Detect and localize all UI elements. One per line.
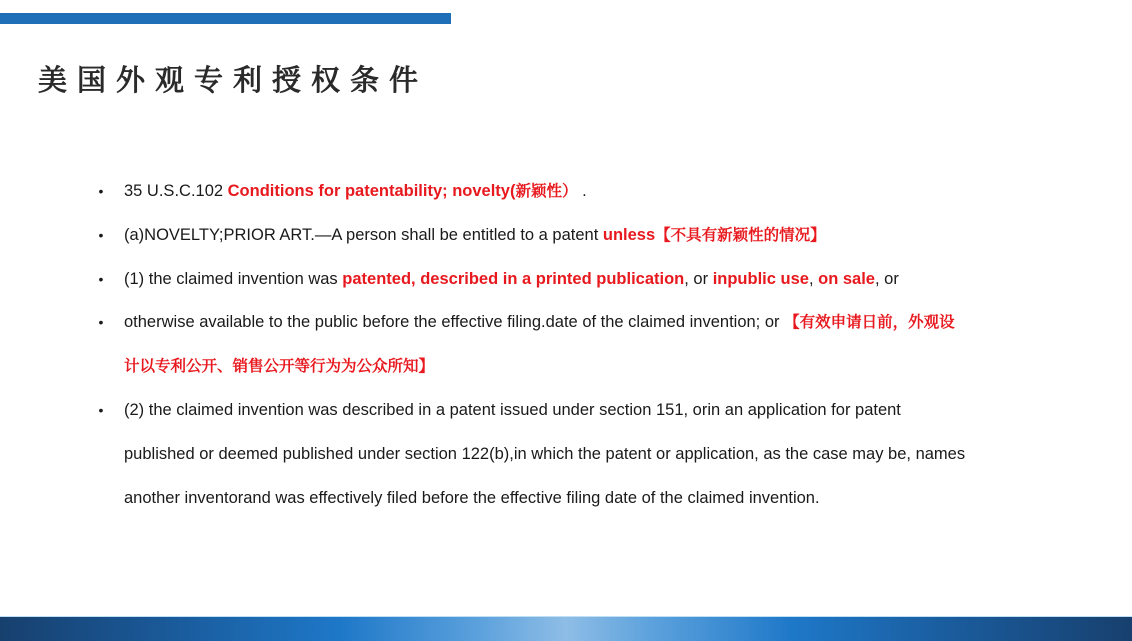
text-line	[124, 170, 1056, 214]
text-line	[124, 389, 1056, 433]
plain-text: published or deemed published under section 122(b),in which the patent or application, as the case may be, names	[124, 444, 966, 463]
bullet-list	[96, 170, 1056, 520]
statute-ref: 35 U.S.C.102	[124, 182, 228, 200]
plain-text: another inventorand was effectively filed before the effective filing date of the claimed invention.	[124, 488, 820, 507]
bullet-icon: •	[98, 270, 104, 287]
highlight-text: Conditions for patentability; novelty(	[227, 182, 516, 200]
list-item	[96, 258, 1056, 302]
list-item	[96, 301, 1056, 389]
highlight-text-cjk: 计以专利公开、销售公开等行为为公众所知】	[124, 357, 435, 376]
plain-text: otherwise available to the public before the effective filing.date of the claimed invention; or	[124, 313, 785, 332]
text-line	[124, 477, 1056, 521]
plain-text: (1) the claimed invention was	[124, 269, 343, 288]
bullet-icon: •	[98, 226, 104, 243]
list-item	[96, 389, 1056, 520]
bullet-icon: •	[98, 314, 104, 331]
page-title: 美国外观专利授权条件	[38, 63, 429, 97]
list-item	[96, 170, 1056, 214]
text-line	[124, 214, 1056, 258]
plain-text: ,	[808, 269, 819, 288]
plain-text: (a)NOVELTY;PRIOR ART.—A person shall be entitled to a patent	[124, 225, 603, 244]
text-line	[124, 301, 1056, 345]
highlight-text: on sale	[818, 269, 875, 288]
highlight-text-cjk: 【不具有新颖性的情况】	[655, 225, 826, 244]
text-line	[124, 345, 1056, 389]
bullet-icon: •	[98, 401, 104, 418]
plain-text: (2) the claimed invention was described in a patent issued under section 151, orin an application for patent	[124, 400, 901, 419]
highlight-text: inpublic use	[712, 269, 809, 288]
highlight-text-cjk: 【有效申请日前，外观设	[784, 313, 955, 332]
top-accent-bar	[0, 13, 451, 24]
plain-text: , or	[684, 269, 713, 288]
highlight-text: patented, described in a printed publication	[342, 269, 685, 288]
plain-text: .	[577, 182, 587, 200]
text-line	[124, 433, 1056, 477]
plain-text: , or	[874, 269, 899, 288]
bottom-gradient-bar	[0, 616, 1132, 641]
text-line	[124, 258, 1056, 302]
list-item	[96, 214, 1056, 258]
highlight-text: unless	[602, 225, 656, 244]
bullet-icon: •	[98, 183, 104, 199]
highlight-text-cjk: 新颖性）	[515, 182, 578, 200]
